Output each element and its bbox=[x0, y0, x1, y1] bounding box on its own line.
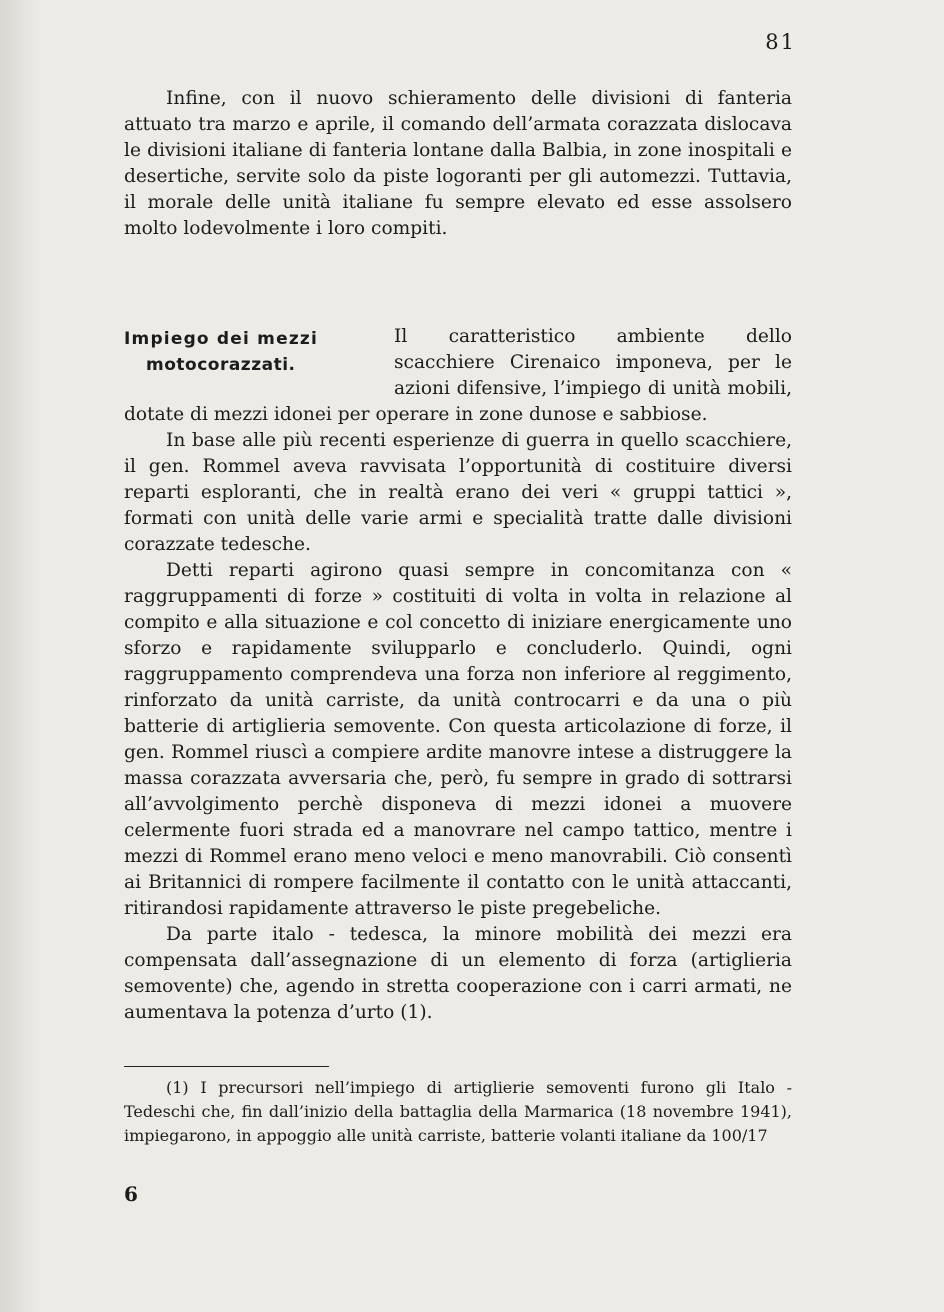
section-paragraph: In base alle più recenti esperienze di guerra in quello scacchiere, il gen. Rommel aveva ravvisata l’opportunità di costituire diversi reparti esploranti, che in realtà erano dei veri « gruppi tattici », formati con unità delle varie armi e specialità tratte dalle divisioni corazzate tedesche. bbox=[124, 430, 792, 555]
footnote-divider bbox=[124, 1066, 329, 1067]
section-paragraph: Detti reparti agirono quasi sempre in concomitanza con « raggruppamenti di forze » costituiti di volta in volta in relazione al compito e alla situazione e col concetto di iniziare energicamente uno sforzo e rapidamente svilupparlo e concluderlo. Quindi, ogni raggruppamento comprendeva una forza non inferiore al reggimento, rinforzato da unità carriste, da unità controcarri e da una o più batterie di artiglieria semovente. Con questa articolazione di forze, il gen. Rommel riuscì a compiere ardite manovre intese a distruggere la massa corazzata avversaria che, però, fu sempre in grado di sottrarsi all’avvolgimento perchè disponeva di mezzi idonei a muovere celermente fuori strada ed a manovrare nel campo tattico, mentre i mezzi di Rommel erano meno veloci e meno manovrabili. Ciò consentì ai Britannici di rompere facilmente il contatto con le unità attaccanti, ritirandosi rapidamente attraverso le piste pregebeliche. bbox=[124, 560, 792, 919]
side-heading-line-2: motocorazzati. bbox=[146, 355, 296, 375]
signature-mark: 6 bbox=[124, 1182, 138, 1206]
footnote-text: (1) I precursori nell’impiego di artiglierie semoventi furono gli Italo - Tedeschi che, fin dall’inizio della battaglia della Marmarica (18 novembre 1941), impiegarono, in appoggio alle unità carriste, batterie volanti italiane da 100/17 bbox=[124, 1078, 792, 1145]
section-paragraph: Da parte italo - tedesca, la minore mobilità dei mezzi era compensata dall’assegnazione di un elemento di forza (artiglieria semovente) che, agendo in stretta cooperazione con i carri armati, ne aumentava la potenza d’urto (1). bbox=[124, 924, 792, 1023]
section-paragraph: Il caratteristico ambiente dello scacchiere Cirenaico imponeva, per le azioni difensive, l’impiego di unità mobili, dotate di mezzi idonei per operare in zone dunose e sabbiose. bbox=[124, 326, 792, 425]
side-heading-line-1: Impiego dei mezzi bbox=[124, 329, 319, 349]
footnote bbox=[124, 1076, 792, 1148]
page-edge-shadow bbox=[0, 0, 40, 1312]
paragraph-intro: Infine, con il nuovo schieramento delle divisioni di fanteria attuato tra marzo e aprile, il comando dell’armata corazzata dislocava le divisioni italiane di fanteria lontane dalla Balbia, in zone inospitali e desertiche, servite solo da piste logoranti per gli automezzi. Tuttavia, il morale delle unità italiane fu sempre elevato ed esse assolsero molto lodevolmente i loro compiti. bbox=[124, 88, 792, 239]
page-number: 81 bbox=[765, 30, 796, 54]
heading-float-spacer bbox=[124, 324, 394, 402]
section-body bbox=[124, 324, 792, 1026]
